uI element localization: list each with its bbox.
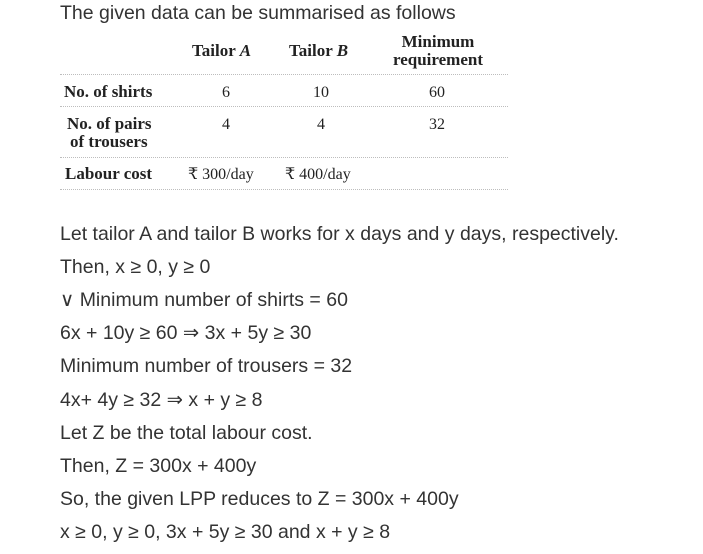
- table-divider: [60, 106, 508, 107]
- solution-line-3: ∨ Minimum number of shirts = 60: [60, 289, 348, 311]
- solution-line-5: Minimum number of trousers = 32: [60, 355, 353, 377]
- solution-line-9: So, the given LPP reduces to Z = 300x + 400y: [60, 488, 459, 510]
- row-label-trousers-line1: No. of pairs: [67, 114, 152, 133]
- header-tailor-a: [192, 42, 251, 60]
- cell-shirts-minimum: 60: [429, 84, 445, 101]
- cell-cost-tailor-a: ₹ 300/day: [188, 166, 254, 183]
- header-minimum-requirement: [380, 33, 496, 69]
- header-tailor-a-prefix: Tailor: [192, 41, 240, 60]
- solution-line-2: Then, x ≥ 0, y ≥ 0: [60, 256, 211, 278]
- solution-line-10: x ≥ 0, y ≥ 0, 3x + 5y ≥ 30 and x + y ≥ 8: [60, 521, 391, 543]
- table-divider: [60, 157, 508, 158]
- solution-line-1: Let tailor A and tailor B works for x days and y days, respectively.: [60, 223, 619, 245]
- cell-trousers-tailor-a: 4: [222, 116, 230, 133]
- row-label-shirts: No. of shirts: [64, 82, 153, 101]
- cell-trousers-minimum: 32: [429, 116, 445, 133]
- solution-line-8: Then, Z = 300x + 400y: [60, 455, 257, 477]
- header-tailor-b-prefix: Tailor: [289, 41, 337, 60]
- data-table: [60, 33, 508, 195]
- solution-line-7: Let Z be the total labour cost.: [60, 422, 313, 444]
- solution-line-4: 6x + 10y ≥ 60 ⇒ 3x + 5y ≥ 30: [60, 322, 312, 344]
- row-label-trousers-line2: of trousers: [70, 132, 148, 151]
- header-tailor-b: [289, 42, 348, 60]
- table-divider: [60, 74, 508, 75]
- header-minimum-line2: requirement: [392, 50, 484, 69]
- cell-trousers-tailor-b: 4: [317, 116, 325, 133]
- header-minimum-line1: Minimum: [401, 32, 475, 51]
- header-tailor-a-var: A: [239, 41, 252, 60]
- cell-cost-tailor-b: ₹ 400/day: [285, 166, 351, 183]
- row-label-labour-cost: Labour cost: [65, 164, 153, 183]
- header-tailor-b-var: B: [336, 41, 349, 60]
- solution-line-6: 4x+ 4y ≥ 32 ⇒ x + y ≥ 8: [60, 389, 263, 411]
- intro-text: The given data can be summarised as follows: [60, 2, 456, 24]
- cell-shirts-tailor-b: 10: [313, 84, 329, 101]
- cell-shirts-tailor-a: 6: [222, 84, 230, 101]
- table-divider: [60, 189, 508, 190]
